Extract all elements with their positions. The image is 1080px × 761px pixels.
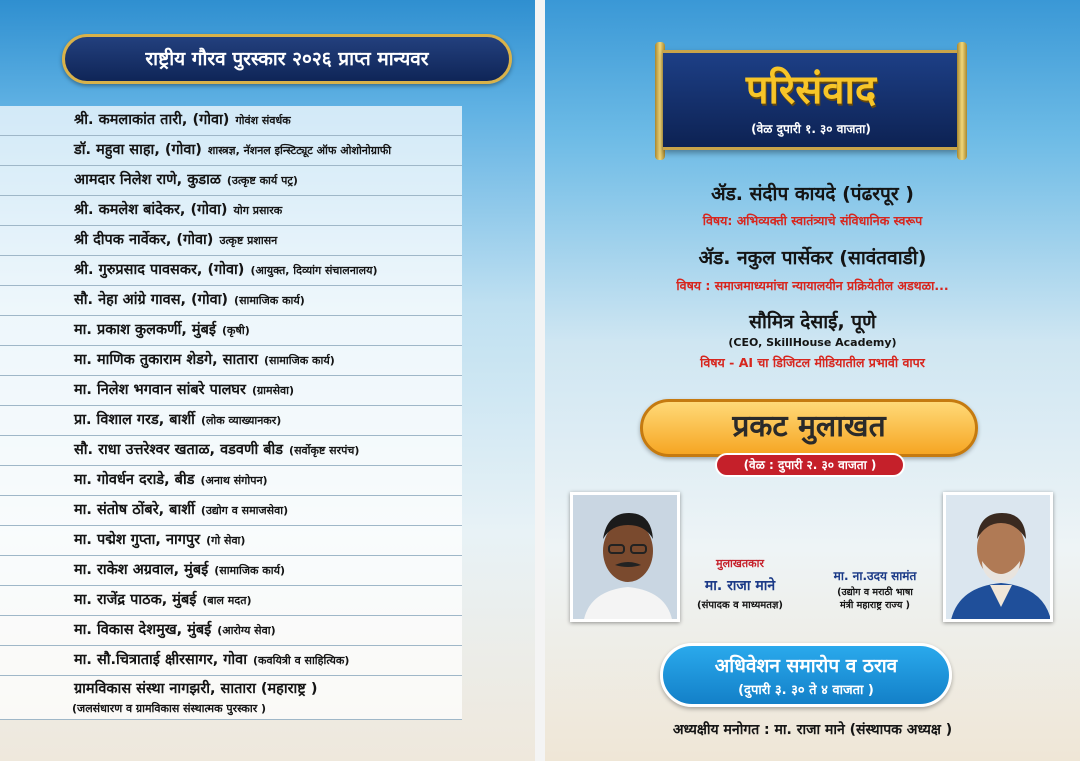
- awardee-row: [0, 346, 462, 376]
- awardee-name: मा. प्रकाश कुलकर्णी, मुंबई: [74, 322, 217, 338]
- awardee-row: [0, 376, 462, 406]
- awardee-row: [0, 406, 462, 436]
- person-portrait-icon: [573, 495, 680, 622]
- awardee-row: [0, 136, 462, 166]
- guest-photo: [943, 492, 1053, 622]
- awardee-description: योग प्रसारक: [233, 204, 283, 217]
- awardee-description: (अनाथ संगोपन): [200, 474, 268, 487]
- guest-desc-line1: (उद्योग व मराठी भाषा: [837, 587, 913, 598]
- awardee-row: [0, 616, 462, 646]
- awardee-name: आमदार निलेश राणे, कुडाळ: [74, 172, 221, 188]
- awardee-name: प्रा. विशाल गरड, बार्शी: [74, 412, 195, 428]
- awardee-name: मा. माणिक तुकाराम शेडगे, सातारा: [74, 352, 258, 368]
- awardee-row: [0, 226, 462, 256]
- awardee-row: [0, 646, 462, 676]
- awardee-description: गोवंश संवर्धक: [235, 114, 291, 127]
- awardee-name: सौ. राधा उत्तरेश्वर खताळ, वडवणी बीड: [74, 442, 284, 458]
- awardee-row: [0, 316, 462, 346]
- awardee-description: (आयुक्त, दिव्यांग संचालनालय): [250, 264, 378, 277]
- speaker-1-name: ॲड. संदीप कायदे (पंढरपूर ): [711, 183, 914, 205]
- awardee-description: शास्त्रज्ञ, नॅशनल इन्स्टिट्यूट ऑफ ओशोनोग्राफी: [207, 144, 392, 157]
- awardees-heading-banner: [62, 34, 512, 84]
- speaker-3-name: सौमित्र देसाई, पूणे: [749, 311, 876, 333]
- awardee-name: श्री. गुरुप्रसाद पावसकर, (गोवा): [74, 262, 245, 278]
- person-portrait-icon: [946, 495, 1053, 622]
- awardee-name: डॉ. महुवा साहा, (गोवा): [74, 142, 202, 158]
- interview-time: (वेळ : दुपारी २. ३० वाजता ): [715, 453, 905, 477]
- guest-name: मा. ना.उदय सामंत: [833, 569, 917, 583]
- awardee-row: [0, 106, 462, 136]
- awardee-row: [0, 676, 462, 720]
- awardees-panel: [0, 0, 535, 761]
- presidential-address: अध्यक्षीय मनोगत : मा. राजा माने (संस्थापक अध्यक्ष ): [672, 722, 953, 738]
- speaker-2-topic: विषय : समाजमाध्यमांचा न्यायालयीन प्रक्रियेतील अडथळा...: [676, 278, 949, 293]
- interviewer-role: मुलाखतकार: [716, 557, 764, 570]
- awardee-row: [0, 586, 462, 616]
- awardee-description: (सामाजिक कार्य): [264, 354, 335, 367]
- awardee-row: [0, 496, 462, 526]
- awardee-name: मा. राकेश अग्रवाल, मुंबई: [74, 562, 209, 578]
- awardee-name: ग्रामविकास संस्था नागझरी, सातारा (महाराष्ट्र ): [74, 681, 318, 697]
- awardee-description: (सामाजिक कार्य): [214, 564, 285, 577]
- closing-session-title: अधिवेशन समारोप व ठराव: [714, 655, 898, 677]
- awardee-description: (उद्योग व समाजसेवा): [200, 504, 289, 517]
- awardee-name: श्री दीपक नार्वेकर, (गोवा): [74, 232, 214, 248]
- awardee-name: श्री. कमलेश बांदेकर, (गोवा): [74, 202, 228, 218]
- awardee-description: (लोक व्याख्यानकर): [200, 414, 282, 427]
- interview-banner: [640, 399, 978, 457]
- program-panel: [545, 0, 1080, 761]
- awardee-row: [0, 526, 462, 556]
- speaker-1-topic: विषय: अभिव्यक्ती स्वातंत्र्याचे संविधानिक स्वरूप: [702, 213, 923, 228]
- awardee-list: [0, 106, 462, 720]
- awardee-row: [0, 166, 462, 196]
- awardee-description: (आरोग्य सेवा): [217, 624, 276, 637]
- interviewer-photo: [570, 492, 680, 622]
- awardee-description: (कवयित्री व साहित्यिक): [253, 654, 350, 667]
- seminar-title: परिसंवाद: [745, 67, 877, 113]
- awardee-name: मा. पद्मेश गुप्ता, नागपुर: [74, 532, 201, 548]
- interview-title: प्रकट मुलाखत: [732, 409, 886, 444]
- awardee-row: [0, 466, 462, 496]
- awardee-description: (उत्कृष्ट कार्य पट्र): [226, 174, 298, 187]
- awardees-heading: राष्ट्रीय गौरव पुरस्कार २०२६ प्राप्त मान्यवर: [145, 48, 429, 70]
- awardee-description: (गो सेवा): [206, 534, 246, 547]
- speaker-3-topic: विषय - AI चा डिजिटल मीडियातील प्रभावी वापर: [700, 355, 925, 370]
- awardee-row: [0, 196, 462, 226]
- awardee-name: सौ. नेहा आंग्रे गावस, (गोवा): [74, 292, 229, 308]
- interviewer-name: मा. राजा माने: [704, 578, 776, 594]
- speaker-2-name: ॲड. नकुल पार्सेकर (सावंतवाडी): [698, 247, 927, 269]
- awardee-name: मा. सौ.चित्राताई क्षीरसागर, गोवा: [74, 652, 247, 668]
- awardee-description: (जलसंधारण व ग्रामविकास संस्थात्मक पुरस्कार ): [72, 702, 267, 715]
- awardee-description: (बाल मदत): [202, 594, 252, 607]
- awardee-name: मा. गोवर्धन दराडे, बीड: [74, 472, 195, 488]
- panel-divider: [535, 0, 545, 761]
- seminar-time: (वेळ दुपारी १. ३० वाजता): [751, 122, 871, 136]
- awardee-row: [0, 556, 462, 586]
- awardee-name: मा. निलेश भगवान सांबरे पालघर: [74, 382, 246, 398]
- awardee-name: श्री. कमलाकांत तारी, (गोवा): [74, 112, 230, 128]
- speaker-3-affiliation: (CEO, SkillHouse Academy): [728, 336, 897, 349]
- seminar-scroll-banner: [655, 42, 967, 160]
- awardee-description: (सामाजिक कार्य): [234, 294, 305, 307]
- interviewer-desc: (संपादक व माध्यमतज्ञ): [697, 600, 783, 611]
- guest-desc-line2: मंत्री महाराष्ट्र राज्य ): [839, 600, 911, 611]
- awardee-row: [0, 286, 462, 316]
- awardee-row: [0, 436, 462, 466]
- awardee-description: (कृषी): [222, 324, 250, 337]
- awardee-name: मा. राजेंद्र पाठक, मुंबई: [74, 592, 197, 608]
- awardee-row: [0, 256, 462, 286]
- closing-session-time: (दुपारी ३. ३० ते ४ वाजता ): [738, 683, 874, 698]
- awardee-name: मा. संतोष ठोंबरे, बार्शी: [74, 502, 195, 518]
- awardee-description: उत्कृष्ट प्रशासन: [219, 234, 278, 247]
- awardee-name: मा. विकास देशमुख, मुंबई: [74, 622, 212, 638]
- closing-session-banner: [660, 643, 952, 707]
- awardee-description: (सर्वोकृष्ट सरपंच): [289, 444, 360, 457]
- awardee-description: (ग्रामसेवा): [251, 384, 295, 397]
